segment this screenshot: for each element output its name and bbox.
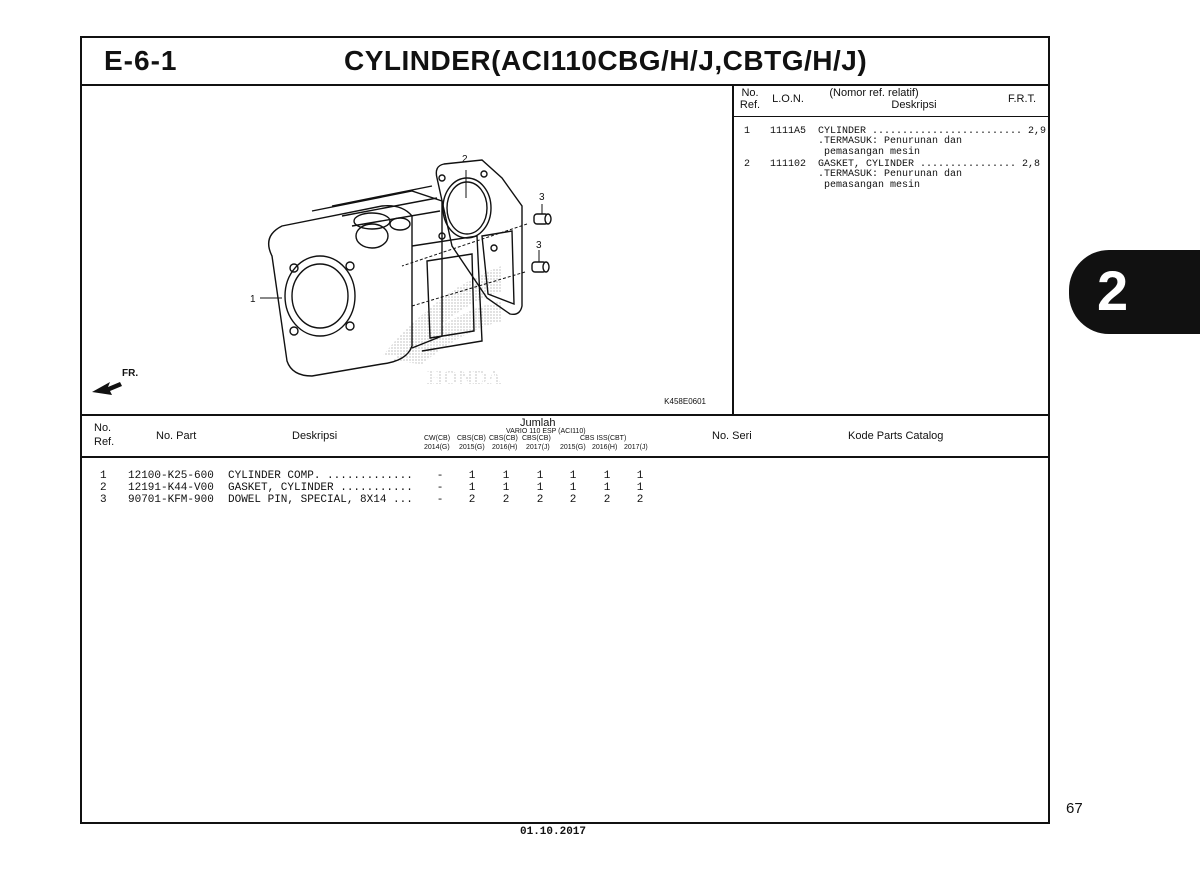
part-description: DOWEL PIN, SPECIAL, 8X14 ...	[228, 494, 413, 506]
ref-row-lon: 111102	[770, 159, 807, 170]
callout-3b: 3	[536, 240, 542, 251]
parts-header-desc: Deskripsi	[292, 430, 338, 442]
model-col-bottom: 2015(G)	[459, 444, 485, 451]
ref-row-no: 2	[744, 159, 751, 170]
part-description: GASKET, CYLINDER ...........	[228, 482, 413, 494]
callout-1: 1	[250, 294, 256, 305]
part-qty: 2	[536, 494, 544, 506]
ref-header-no: No.	[741, 87, 759, 99]
part-ref-no: 2	[100, 482, 107, 494]
exploded-diagram	[82, 86, 734, 414]
part-qty: -	[436, 470, 444, 482]
model-col-bottom: 2016(H)	[492, 444, 518, 451]
part-qty: 1	[502, 470, 510, 482]
part-qty: 1	[536, 470, 544, 482]
part-qty: 2	[468, 494, 476, 506]
ref-header-desc-top: (Nomor ref. relatif)	[829, 87, 919, 99]
table-row	[82, 494, 1048, 506]
model-col-top: CW(CB)	[424, 435, 451, 442]
part-qty: 1	[536, 482, 544, 494]
ref-row-desc: CYLINDER ......................... 2,9	[818, 126, 1047, 137]
part-qty: 1	[603, 470, 611, 482]
fr-label: FR.	[122, 368, 139, 379]
callout-2: 2	[462, 154, 468, 165]
part-ref-no: 1	[100, 470, 107, 482]
labor-reference-table	[734, 86, 1048, 414]
part-qty: 2	[603, 494, 611, 506]
ref-row-sub2: pemasangan mesin	[818, 180, 921, 191]
part-qty: -	[436, 482, 444, 494]
part-qty: 1	[468, 482, 476, 494]
parts-table-header	[82, 414, 1048, 458]
diagram-code: K458E0601	[664, 397, 706, 406]
parts-header-model: VARIO 110 ESP (ACI110)	[506, 428, 586, 435]
table-row	[82, 470, 1048, 482]
cylinder-illustration	[82, 86, 732, 414]
section-code: E-6-1	[104, 45, 178, 76]
cylinder-part	[269, 186, 482, 376]
parts-header-part-no: No. Part	[156, 430, 197, 442]
parts-header-serial: No. Seri	[712, 430, 752, 442]
model-col-bottom: 2017(J)	[526, 444, 550, 451]
part-ref-no: 3	[100, 494, 107, 506]
table-row	[82, 482, 1048, 494]
part-qty: 1	[468, 470, 476, 482]
part-qty: -	[436, 494, 444, 506]
ref-row-sub2: pemasangan mesin	[818, 147, 921, 158]
part-qty: 2	[636, 494, 644, 506]
ref-row-sub1: .TERMASUK: Penurunan dan	[818, 169, 963, 180]
section-tab-number: 2	[1097, 259, 1129, 322]
part-description: CYLINDER COMP. .............	[228, 470, 413, 482]
ref-row-no: 1	[744, 126, 751, 137]
part-qty: 1	[603, 482, 611, 494]
part-qty: 1	[569, 470, 577, 482]
part-number: 90701-KFM-900	[128, 494, 214, 506]
model-col-top: CBS(CB)	[457, 435, 486, 442]
callout-3a: 3	[539, 192, 545, 203]
honda-text-watermark: HONDA	[427, 367, 502, 389]
parts-header-jumlah: Jumlah	[520, 417, 556, 429]
part-qty: 2	[502, 494, 510, 506]
model-col-bottom: 2016(H)	[592, 444, 618, 451]
front-arrow-icon	[92, 382, 122, 395]
ref-header-ref: Ref.	[739, 99, 761, 111]
ref-table-header	[734, 86, 1048, 117]
model-col-bottom: 2017(J)	[624, 444, 648, 451]
page-title: CYLINDER(ACI110CBG/H/J,CBTG/H/J)	[344, 45, 868, 76]
model-col-bottom: 2015(G)	[560, 444, 586, 451]
parts-header-no: No.	[94, 422, 112, 434]
parts-header-catalog: Kode Parts Catalog	[848, 430, 944, 442]
ref-row-sub1: .TERMASUK: Penurunan dan	[818, 136, 963, 147]
part-qty: 1	[636, 470, 644, 482]
part-qty: 1	[502, 482, 510, 494]
model-col-top: CBS(CB)	[522, 435, 551, 442]
parts-header-ref: Ref.	[94, 436, 115, 448]
catalog-frame	[80, 36, 1050, 824]
part-number: 12191-K44-V00	[128, 482, 214, 494]
model-col-bottom: 2014(G)	[424, 444, 450, 451]
parts-table-body	[82, 456, 1048, 820]
ref-header-frt: F.R.T.	[1007, 93, 1037, 105]
model-col-top: CBS(CB)	[489, 435, 518, 442]
ref-row-desc: GASKET, CYLINDER ................ 2,8	[818, 159, 1041, 170]
model-col-top: CBS ISS(CBT)	[580, 435, 627, 442]
page-number: 67	[1066, 800, 1083, 817]
ref-row-lon: 1111A5	[770, 126, 807, 137]
part-qty: 2	[569, 494, 577, 506]
section-tab-marker	[1069, 250, 1200, 334]
part-qty: 1	[636, 482, 644, 494]
footer-date: 01.10.2017	[520, 826, 587, 838]
part-qty: 1	[569, 482, 577, 494]
ref-header-desc: Deskripsi	[891, 99, 937, 111]
part-number: 12100-K25-600	[128, 470, 214, 482]
ref-header-lon: L.O.N.	[772, 93, 804, 105]
title-row	[82, 38, 1048, 86]
